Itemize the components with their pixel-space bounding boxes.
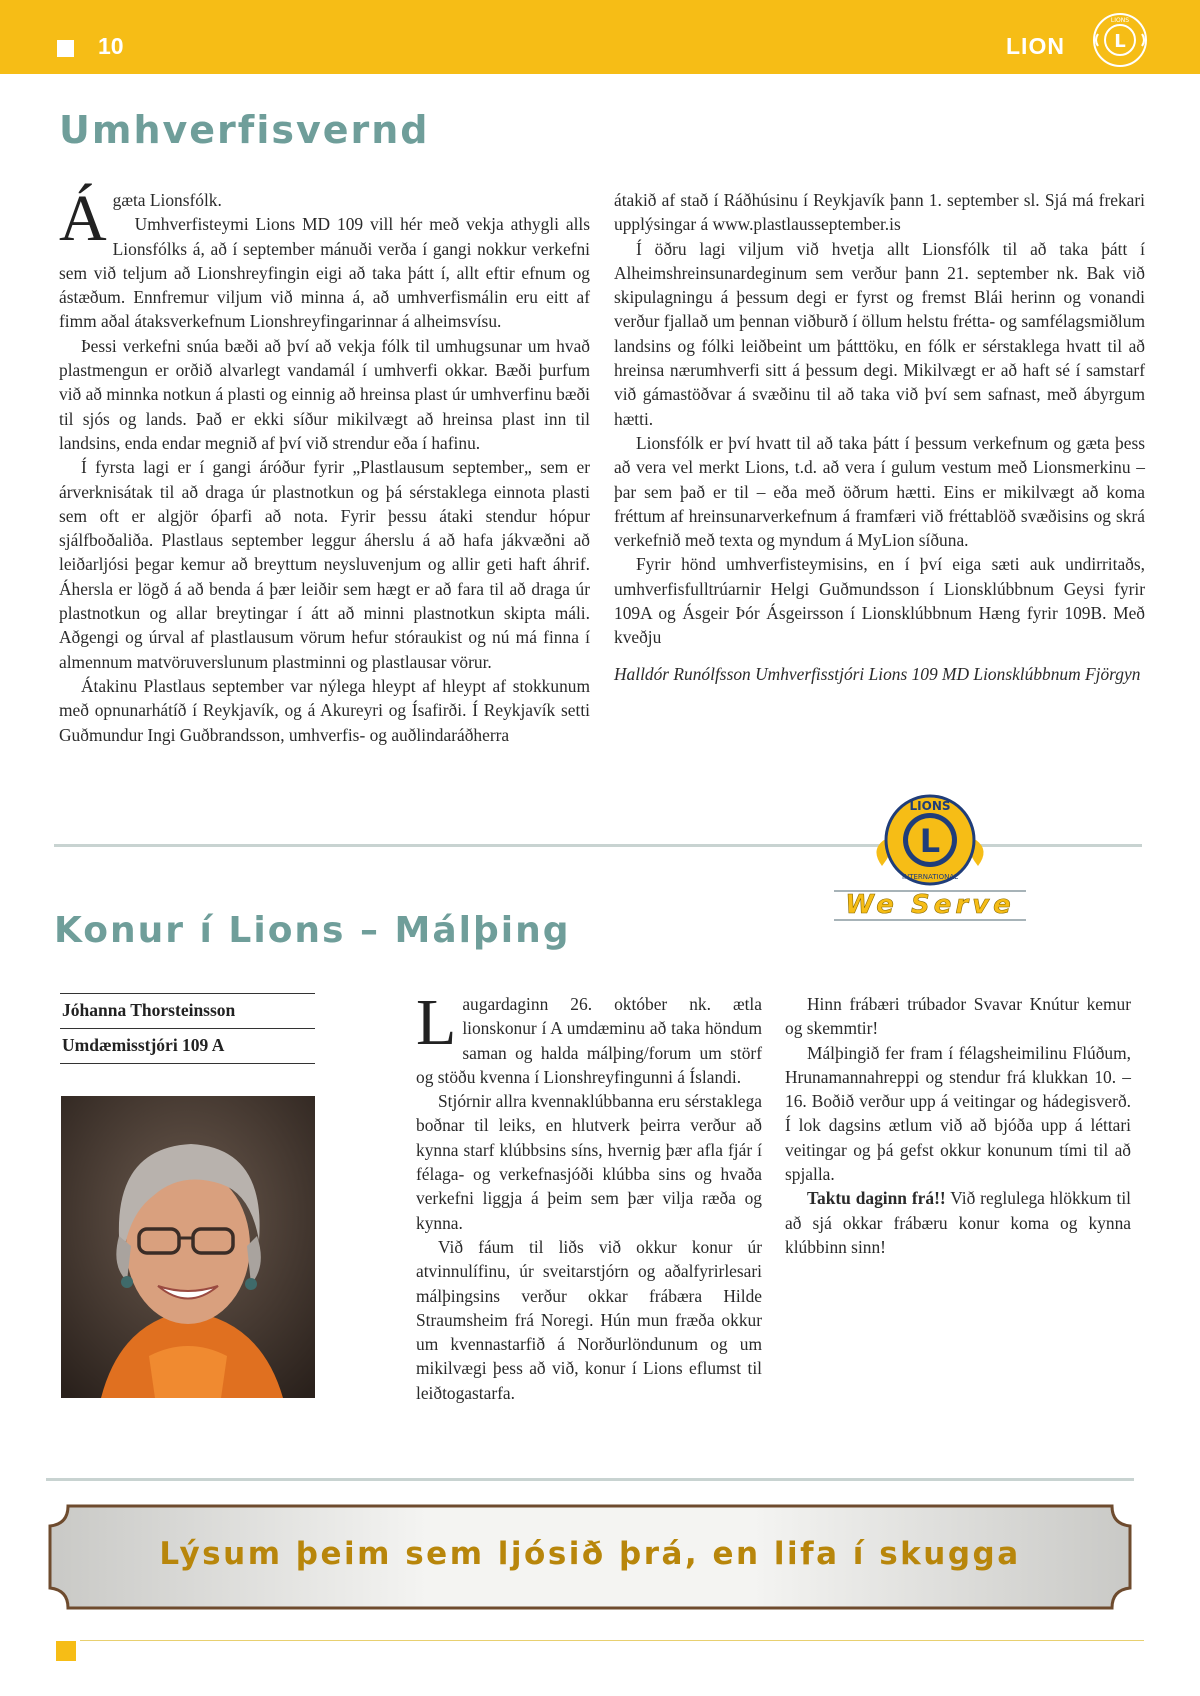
article1-paragraph: átakið af stað í Ráðhúsinu í Reykjavík þann 1. september sl. Sjá má frekari upplýsingar á www.plastlausseptember.is [614,190,1145,235]
article2-paragraph: Stjórnir allra kvennaklúbbanna eru sérstaklega boðnar til leiks, en hlutverk þeirra verður að kynna starf klúbbsins síns, hvernig þær afla fjár í félaga- og verkefnasjóði klúbba sins og hvaða verkefni liggja á þeim sem þær vilja ræða og kynna. [416,1091,762,1233]
author-photo [61,1096,315,1398]
article1-column-left [59,182,590,747]
lions-header-logo-icon [1092,12,1148,68]
article1-paragraph: Í fyrsta lagi er í gangi áróður fyrir „Plastlausum september„ sem er árverknisátak til að draga úr plastnotkun og þá sérstaklega einnota plasti sem oft er algjör óþarfi að nota. Fyrir þessu átaki stendur hópur sjálfboðaliða. Plastlaus september leggur áherslu á að hafa jákvæðni að leiðarljósi þegar kemur að breyttum neysluvenjum og allir geti haft áhrif. Áhersla er lögð á að benda á þær leiðir sem hægt er að fara til að draga úr plastnotkun og allar breytingar í átt að minni plastnotkun skipta máli. Aðgengi og úrval af plastlausum vörum hefur stóraukist og nú má finna í almennum matvöruverslunum plastminni og plastlausar vörur. [59,457,590,672]
header-bar [0,0,1200,74]
article1-paragraph: Lionsfólk er því hvatt til að taka þátt í þessum verkefnum og gæta þess að vera vel merkt Lions, t.d. að vera í gulum vestum með Lionsmerkinu – þar sem það er til – eða með öðrum hætti. Eins er mikilvægt að koma fréttum af hreinsunarverkefnum á framfæri við fréttablöð svæðisins og skrá verkefnið með texta og myndum á MyLion síðuna. [614,432,1145,551]
drop-cap: L [416,986,457,1059]
article1-paragraph: Þessi verkefni snúa bæði að því að vekja fólk til umhugsunar um hvað plastmengun er orðið alvarlegt vandamál í umhverfi okkar. Bæði þurfum við að minnka notkun á plasti og einnig að hreinsa plast úr umhverfinu bæði til sjós og lands. Það er ekki síður mikilvægt að hreinsa plast inn til landsins, enda endar megnið af því við strendur eða í hafinu. [59,335,590,453]
banner-slogan: Lýsum þeim sem ljósið þrá, en lifa í skugga [159,1536,1021,1572]
article2-paragraph [416,986,762,1089]
drop-cap: Á [59,182,107,255]
author-box [60,993,315,1064]
article2-paragraph: Við fáum til liðs við okkur konur úr atvinnulífinu, úr sveitarstjórn og aðalfyrirlesari málþingsins verður okkar frábæra Hilde Straumsheim frá Noregi. Hún mun fræða okkur um kvennastarfið á Norðurlöndunum og um mikilvægi þess að við, konur í Lions eflumst til leiðtogastarfa. [416,1236,762,1403]
we-serve-international-text: INTERNATIONAL [901,873,959,881]
article-title-umhverfisvernd: Umhverfisvernd [59,108,430,152]
article2-paragraph: Hinn frábæri trúbador Svavar Knútur kemur og skemmtir! [785,994,1131,1039]
we-serve-lions-text: LIONS [909,799,951,813]
article2-paragraph [785,1186,1131,1259]
author-role: Umdæmisstjóri 109 A [60,1028,315,1064]
author-name: Jóhanna Thorsteinsson [60,993,315,1028]
header-square-marker [57,40,74,57]
bottom-divider [46,1478,1134,1481]
lions-we-serve-logo-icon [832,792,1028,922]
article1-paragraph: Umhverfisteymi Lions MD 109 vill hér með vekja athygli alls Lionsfólks á, að í september mánuði verða í gangi nokkur verkefni sem við teljum að Lionshreyfingin eigi að taka þátt í, allt eftir efnum og ástæðum. Ennfremur viljum við minna á, að umhverfismálin eru eitt af fimm aðal átaksverkefnum Lionshreyfingarinnar á alheimsvísu. [59,214,590,332]
article2-paragraph: Málþingið fer fram í félagsheimilinu Flúðum, Hrunamannahreppi og stendur frá klukkan 10. – 16. Boðið verður upp á veitingar og hádegisverð. Í lok dagsins ætlum við að bjóða upp á léttari veitingar og þá gefst okkur konunum tími til að spjalla. [785,1042,1131,1185]
we-serve-slogan: We Serve [845,890,1015,920]
svg-text:L: L [1114,31,1126,52]
magazine-name: LION [1006,33,1065,59]
article2-column-middle [416,986,762,1405]
article2-intro-text: augardaginn 26. október nk. ætla lionskonur í A umdæminu að taka höndum saman og halda málþing/forum um störf og stöðu kvenna í Lionshreyfingunni á Íslandi. [416,994,762,1087]
article1-paragraph: Fyrir hönd umhverfisteymisins, en í því eiga sæti auk undirritaðs, umhverfisfulltrúarnir Helgi Guðmundsson í Lionsklúbbnum Geysi fyrir 109A og Ásgeir Þór Ásgeirsson í Lionsklúbbnum Hæng fyrir 109B. Með kveðju [614,554,1145,648]
greeting-text: gæta Lionsfólk. [112,190,222,210]
page-number: 10 [98,33,124,59]
article1-signature: Halldór Runólfsson Umhverfisstjóri Lions 109 MD Lionsklúbbnum Fjörgyn [614,663,1141,684]
article2-column-right [785,992,1131,1259]
article1-greeting [59,182,590,255]
article1-column-right [614,188,1145,686]
article-title-konur-i-lions: Konur í Lions – Málþing [54,910,571,951]
svg-text:L: L [919,822,941,860]
footer-line [80,1640,1144,1641]
article2-closing-text: Við reglulega hlökkum til að sjá okkar frábæru konur koma og kynna klúbbinn sinn! [785,1188,1131,1257]
logo-lions-text: LIONS [1110,17,1130,24]
footer-square-marker [56,1641,76,1661]
article1-paragraph: Átakinu Plastlaus september var nýlega hleypt af hleypt af stokkunum með opnunarhátíð í Reykjavík, og á Akureyri og Ísafirði. Í Reykjavík setti Guðmundur Ingi Guðbrandsson, umhverfis- og auðlindaráðherra [59,675,590,745]
bold-callout: Taktu daginn frá!! [807,1188,946,1209]
article1-paragraph: Í öðru lagi viljum við hvetja allt Lionsfólk til að taka þátt í Alheimshreinsunardeginum sem verður þann 21. september nk. Bak við skipulagningu á þessum degi er fyrst og fremst Blái herinn og vonandi verður fjallað um þennan viðburð í öllum helstu frétta- og samfélagsmiðlum landsins og fólki leiðbeint um þátttöku, en fólk er sérstaklega hvatt til að hreinsa nærumhverfi sitt á þessum degi. Mikilvægt er að haft sé í samstarf við gámastöðvar á svæðinu til að taka við því sem safnast, með ábyrgum hætti. [614,238,1145,429]
